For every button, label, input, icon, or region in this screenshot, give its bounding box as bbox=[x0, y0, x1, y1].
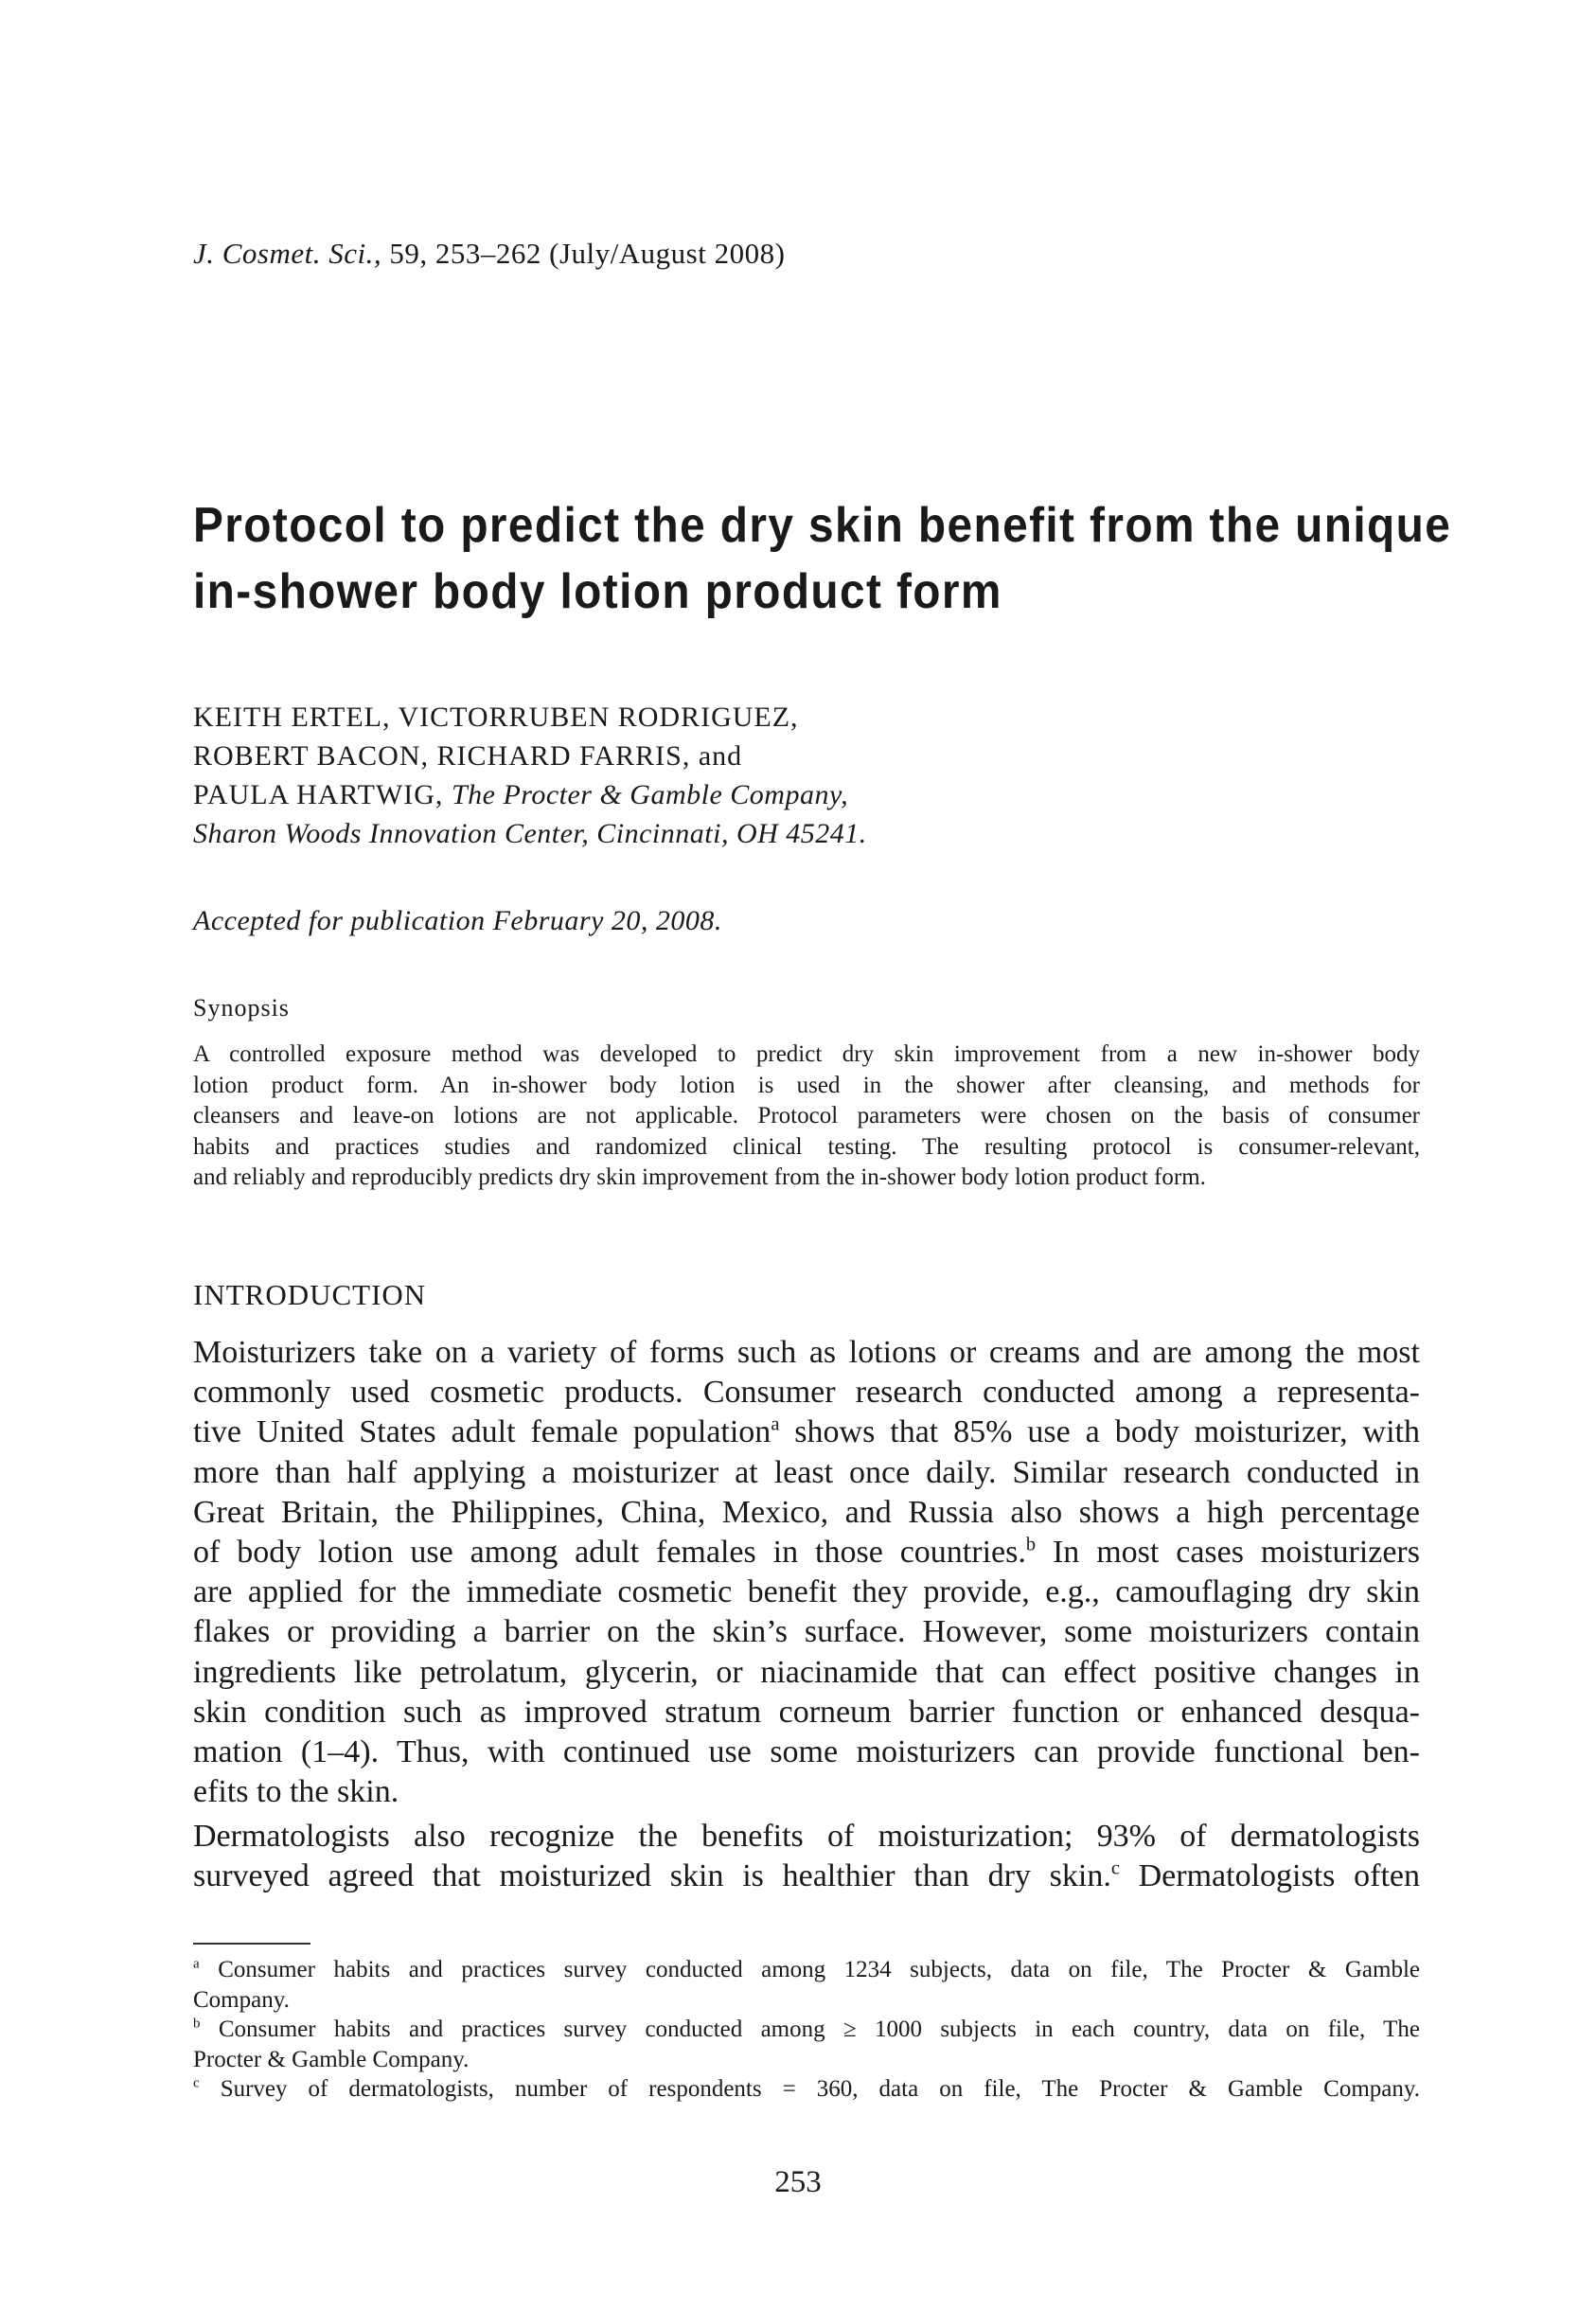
footnote-ref-b[interactable]: b bbox=[1025, 1534, 1037, 1555]
footnote-a-line-1 bbox=[193, 1955, 1420, 1985]
authors-line-1: KEITH ERTEL, VICTORRUBEN RODRIGUEZ, bbox=[193, 702, 799, 733]
footnote-text: Consumer habits and practices survey conducted among ≥ 1000 subjects in each country, data on file, The bbox=[200, 2017, 1420, 2042]
body-line: commonly used cosmetic products. Consumer research conducted among a representa- bbox=[193, 1375, 1420, 1411]
journal-citation bbox=[193, 237, 785, 271]
footnote-b-line-2: Procter & Gamble Company. bbox=[193, 2046, 470, 2072]
synopsis-heading: Synopsis bbox=[193, 994, 290, 1022]
page-number: 253 bbox=[774, 2165, 822, 2199]
body-text-fragment: In most cases moisturizers bbox=[1036, 1535, 1420, 1571]
footnote-a-line-2: Company. bbox=[193, 1986, 290, 2013]
body-line bbox=[193, 1533, 1420, 1573]
body-text-fragment: of body lotion use among adult females in those countries. bbox=[193, 1535, 1026, 1571]
body-line: efits to the skin. bbox=[193, 1774, 399, 1810]
footnote-text: Consumer habits and practices survey conducted among 1234 subjects, data on file, The Procter & Gamble bbox=[199, 1957, 1420, 1982]
authors-line-3 bbox=[193, 775, 867, 814]
footnote-text: Survey of dermatologists, number of respondents = 360, data on file, The Procter & Gamble Company. bbox=[199, 2076, 1420, 2102]
footnote-ref-a[interactable]: a bbox=[771, 1414, 780, 1436]
footnotes bbox=[193, 1955, 1420, 2105]
body-line: ingredients like petrolatum, glycerin, or niacinamide that can effect positive changes in bbox=[193, 1654, 1420, 1690]
affiliation-address: Sharon Woods Innovation Center, Cincinnati, OH 45241. bbox=[193, 818, 867, 849]
author-names: PAULA HARTWIG, bbox=[193, 779, 452, 810]
author-block bbox=[193, 698, 867, 853]
body-line: Dermatologists also recognize the benefits of moisturization; 93% of dermatologists bbox=[193, 1819, 1420, 1854]
article-title bbox=[193, 492, 1452, 625]
introduction-paragraph-2 bbox=[193, 1817, 1420, 1896]
synopsis-line: cleansers and leave-on lotions are not applicable. Protocol parameters were chosen on the basis of consumer bbox=[193, 1103, 1420, 1129]
body-line: Moisturizers take on a variety of forms such as lotions or creams and are among the most bbox=[193, 1335, 1420, 1370]
body-text-fragment: shows that 85% use a body moisturizer, with bbox=[779, 1414, 1420, 1450]
body-line: flakes or providing a barrier on the skin’s surface. However, some moisturizers contain bbox=[193, 1614, 1420, 1650]
body-text-fragment: tive United States adult female population bbox=[193, 1414, 771, 1450]
body-line: mation (1–4). Thus, with continued use some moisturizers can provide functional ben- bbox=[193, 1734, 1420, 1770]
synopsis-line: habits and practices studies and randomized clinical testing. The resulting protocol is consumer-relevant, bbox=[193, 1133, 1420, 1160]
body-line: are applied for the immediate cosmetic benefit they provide, e.g., camouflaging dry skin bbox=[193, 1574, 1420, 1610]
title-line-2: in-shower body lotion product form bbox=[193, 564, 1002, 619]
authors-line-2: ROBERT BACON, RICHARD FARRIS, and bbox=[193, 740, 743, 772]
introduction-paragraph-1 bbox=[193, 1333, 1420, 1812]
footnote-ref-c[interactable]: c bbox=[1110, 1857, 1120, 1879]
affiliation-company: The Procter & Gamble Company, bbox=[451, 779, 849, 810]
body-text-fragment: Dermatologists often bbox=[1119, 1858, 1420, 1894]
body-line: more than half applying a moisturizer at least once daily. Similar research conducted in bbox=[193, 1454, 1420, 1490]
footnote-mark-b: b bbox=[193, 2016, 201, 2032]
title-line-1: Protocol to predict the dry skin benefit from the unique bbox=[193, 498, 1452, 553]
body-line: skin condition such as improved stratum corneum barrier function or enhanced desqua- bbox=[193, 1694, 1420, 1730]
body-line: Great Britain, the Philippines, China, Mexico, and Russia also shows a high percentage bbox=[193, 1494, 1420, 1530]
body-text-fragment: surveyed agreed that moisturized skin is healthier than dry skin. bbox=[193, 1858, 1111, 1894]
synopsis-line: lotion product form. An in-shower body lotion is used in the shower after cleansing, and methods for bbox=[193, 1072, 1420, 1098]
footnote-mark-a: a bbox=[193, 1956, 200, 1972]
synopsis-line: and reliably and reproducibly predicts dry skin improvement from the in-shower body lotion product form. bbox=[193, 1164, 1206, 1191]
citation-details: 59, 253–262 (July/August 2008) bbox=[389, 237, 786, 270]
accepted-date: Accepted for publication February 20, 2008. bbox=[193, 905, 722, 936]
footnote-b-line-1 bbox=[193, 2015, 1420, 2045]
footnote-c-line-1 bbox=[193, 2074, 1420, 2105]
body-line bbox=[193, 1413, 1420, 1452]
synopsis-line: A controlled exposure method was developed to predict dry skin improvement from a new in-shower body bbox=[193, 1041, 1420, 1067]
footnote-mark-c: c bbox=[193, 2075, 200, 2091]
synopsis-text bbox=[193, 1040, 1420, 1194]
body-line bbox=[193, 1857, 1420, 1896]
footnote-divider bbox=[193, 1943, 310, 1945]
journal-name: J. Cosmet. Sci., bbox=[193, 237, 382, 270]
introduction-heading: INTRODUCTION bbox=[193, 1278, 427, 1311]
authors-line-4 bbox=[193, 814, 867, 853]
